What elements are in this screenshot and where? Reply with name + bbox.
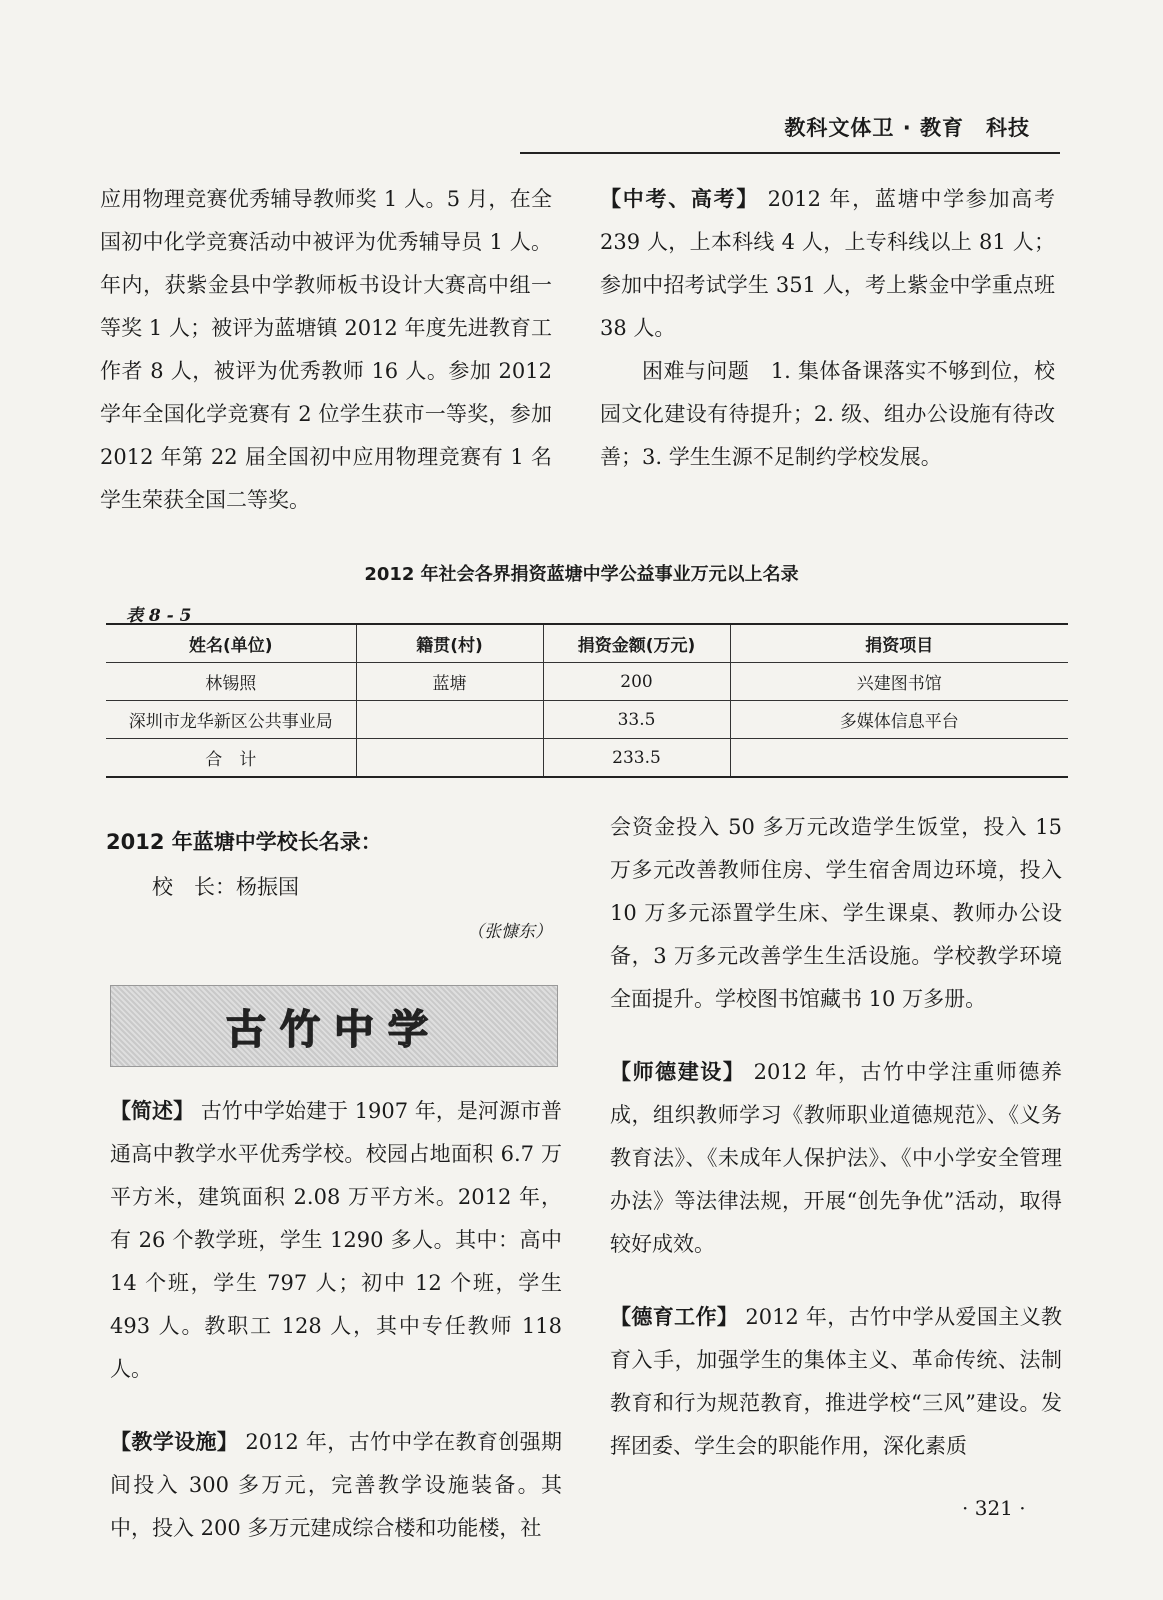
table-number: 表 8 - 5: [126, 606, 192, 626]
header-origin: 籍贯(村): [356, 624, 543, 663]
school-banner: [110, 985, 558, 1067]
facility-tag: 【教学设施】: [110, 1430, 239, 1454]
intro-tag: 【简述】: [110, 1099, 195, 1123]
table-header-row: [106, 624, 1068, 663]
intro-text: 古竹中学始建于 1907 年，是河源市普通高中教学水平优秀学校。校园占地面积 6.7 万平方米，建筑面积 2.08 万平方米。2012 年，有 26 个教学班，学生 1290 多人。其中：高中 14 个班，学生 797 人；初中 12 个班，学生 493 人。教职工 128 人，其中专任教师 118 人。: [110, 1099, 562, 1381]
cell-project: 多媒体信息平台: [730, 701, 1068, 739]
moral-paragraph: [610, 1296, 1062, 1468]
table-row: [106, 663, 1068, 701]
moral-text: 2012 年，古竹中学从爱国主义教育入手，加强学生的集体主义、革命传统、法制教育和行为规范教育，推进学校“三风”建设。发挥团委、学生会的职能作用，深化素质: [610, 1305, 1063, 1458]
header-amount: 捐资金额(万元): [543, 624, 730, 663]
ethics-tag: 【师德建设】: [610, 1060, 746, 1084]
right-top-column: [600, 178, 1055, 479]
exam-paragraph: [600, 178, 1055, 350]
facility-continued: 会资金投入 50 多万元改造学生饭堂，投入 15 万多元改善教师住房、学生宿舍周边环境，投入 10 万多元添置学生床、学生课桌、教师办公设备，3 万多元改善学生生活设施。学校教学环境全面提升。学校图书馆藏书 10 万多册。: [610, 815, 1062, 1011]
header-project: 捐资项目: [730, 624, 1068, 663]
cell-origin: 蓝塘: [356, 663, 543, 701]
donation-table: [106, 623, 1068, 778]
running-header: [520, 108, 1060, 154]
right-bottom-column: [610, 806, 1062, 1468]
table-total-row: [106, 739, 1068, 778]
cell-origin: [356, 701, 543, 739]
principal-heading: 2012 年蓝塘中学校长名录：: [106, 830, 382, 854]
intro-paragraph: [110, 1090, 562, 1391]
problem-paragraph: [600, 350, 1055, 479]
exam-tag: 【中考、高考】: [600, 187, 760, 211]
left-top-column: [100, 178, 552, 522]
problem-tag: 困难与问题: [642, 359, 750, 383]
ethics-text: 2012 年，古竹中学注重师德养成，组织教师学习《教师职业道德规范》、《义务教育法》、《未成年人保护法》、《中小学安全管理办法》等法律法规，开展“创先争优”活动，取得较好成效。: [610, 1060, 1062, 1256]
left-bottom-column: [110, 1090, 562, 1550]
facility-text: 2012 年，古竹中学在教育创强期间投入 300 多万元，完善教学设施装备。其中，投入 200 多万元建成综合楼和功能楼，社: [110, 1430, 563, 1540]
cell-project: [730, 739, 1068, 778]
section-title: 教科文体卫 · 教育 科技: [784, 116, 1030, 140]
awards-paragraph: 应用物理竞赛优秀辅导教师奖 1 人。5 月，在全国初中化学竞赛活动中被评为优秀辅导员 1 人。年内，获紫金县中学教师板书设计大赛高中组一等奖 1 人；被评为蓝塘镇 2012 年度先进教育工作者 8 人，被评为优秀教师 16 人。参加 2012 学年全国化学竞赛有 2 位学生获市一等奖，参加 2012 年第 22 届全国初中应用物理竞赛有 1 名学生荣获全国二等奖。: [100, 187, 552, 512]
problem-text: 1. 集体备课落实不够到位，校园文化建设有待提升；2. 级、组办公设施有待改善；3. 学生生源不足制约学校发展。: [600, 359, 1056, 469]
table-title: 2012 年社会各界捐资蓝塘中学公益事业万元以上名录: [364, 564, 799, 585]
cell-name: 林锡照: [106, 663, 356, 701]
cell-origin: [356, 739, 543, 778]
ethics-paragraph: [610, 1051, 1062, 1266]
header-name: 姓名(单位): [106, 624, 356, 663]
table-row: [106, 701, 1068, 739]
exam-text: 2012 年，蓝塘中学参加高考 239 人，上本科线 4 人，上专科线以上 81 人；参加中招考试学生 351 人，考上紫金中学重点班 38 人。: [600, 187, 1056, 340]
cell-amount: 33.5: [543, 701, 730, 739]
page-number: · 321 ·: [962, 1496, 1026, 1520]
cell-amount: 200: [543, 663, 730, 701]
school-name: 古竹中学: [226, 1006, 442, 1053]
facility-paragraph: [110, 1421, 562, 1550]
cell-amount: 233.5: [543, 739, 730, 778]
author-credit: （张慷东）: [467, 922, 552, 942]
moral-tag: 【德育工作】: [610, 1305, 739, 1329]
principal-block: [106, 820, 552, 955]
cell-project: 兴建图书馆: [730, 663, 1068, 701]
principal-line: 校 长：杨振国: [152, 875, 299, 899]
cell-name: 深圳市龙华新区公共事业局: [106, 701, 356, 739]
cell-name: 合 计: [106, 739, 356, 778]
